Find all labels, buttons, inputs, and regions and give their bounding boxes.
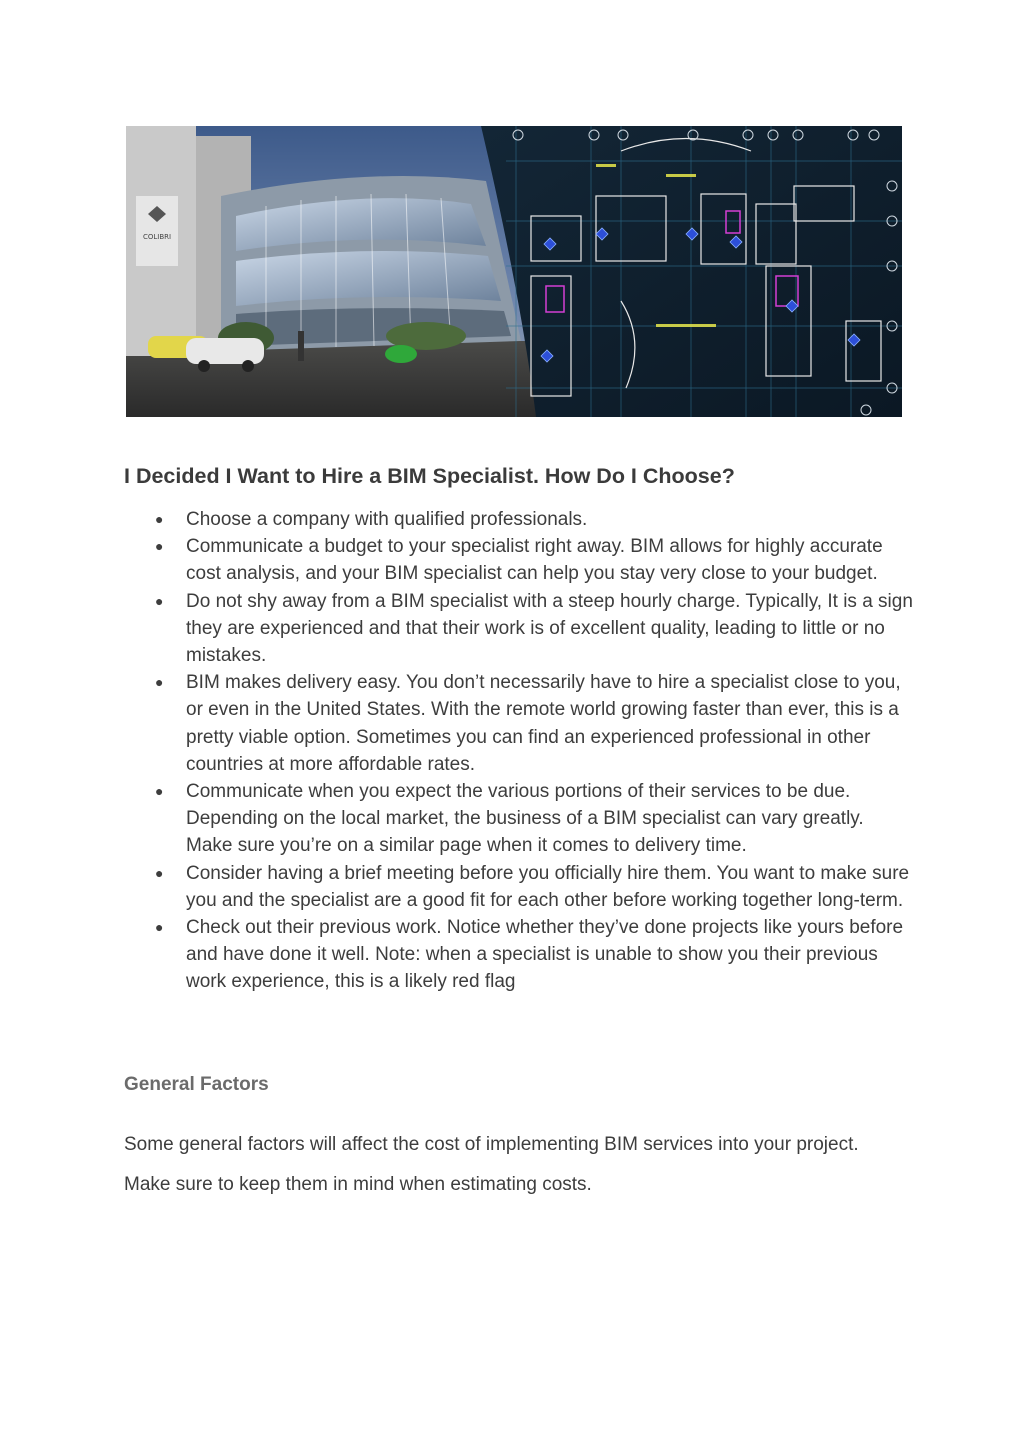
list-item [124,533,914,587]
list-item-text: Do not shy away from a BIM specialist with a steep hourly charge. Typically, It is a sign they are experienced and that their work is of excellent quality, leading to little or no mistakes. [186,590,913,667]
list-item [124,588,914,670]
bullet-icon: ● [155,592,164,609]
list-item-text: Check out their previous work. Notice whether they’ve done projects like yours before and have done it well. Note: when a specialist is unable to show you their previous work experience, this is a likely red flag [186,917,904,993]
list-item-text: BIM makes delivery easy. You don’t necessarily have to hire a specialist close to you, or even in the United States. With the remote world growing faster than ever, this is a pretty viable option. Sometimes you can find an experienced professional in other countries at more affordable rates. [186,672,901,775]
bullet-icon: ● [155,538,164,555]
tips-list [124,506,914,996]
bullet-icon: ● [155,919,164,936]
section-heading: General Factors [124,1074,269,1095]
list-item-text: Choose a company with qualified professionals. [186,509,588,530]
building-and-blueprint-illustration [126,126,902,417]
building-logo-text: COLIBRI [142,233,172,241]
section-paragraph: Some general factors will affect the cost of implementing BIM services into your project. Make sure to keep them in mind when estimating costs. [124,1134,859,1195]
list-item-text: Consider having a brief meeting before you officially hire them. You want to make sure you and the specialist are a good fit for each other before working together long-term. [186,862,910,911]
list-item [124,669,914,778]
page-title: I Decided I Want to Hire a BIM Specialist. How Do I Choose? [124,464,735,488]
list-item [124,506,914,533]
bullet-icon: ● [155,674,164,691]
list-item [124,778,914,860]
hero-image [126,126,902,417]
list-item [124,914,914,996]
list-item-text: Communicate when you expect the various portions of their services to be due. Depending on the local market, the business of a BIM specialist can vary greatly. Make sure you’re on a similar page when it comes to delivery time. [186,781,864,857]
list-item [124,860,914,914]
bullet-icon: ● [155,864,164,881]
list-item-text: Communicate a budget to your specialist right away. BIM allows for highly accurate cost analysis, and your BIM specialist can help you stay very close to your budget. [186,536,883,585]
bullet-icon: ● [155,783,164,800]
bullet-icon: ● [155,511,164,527]
